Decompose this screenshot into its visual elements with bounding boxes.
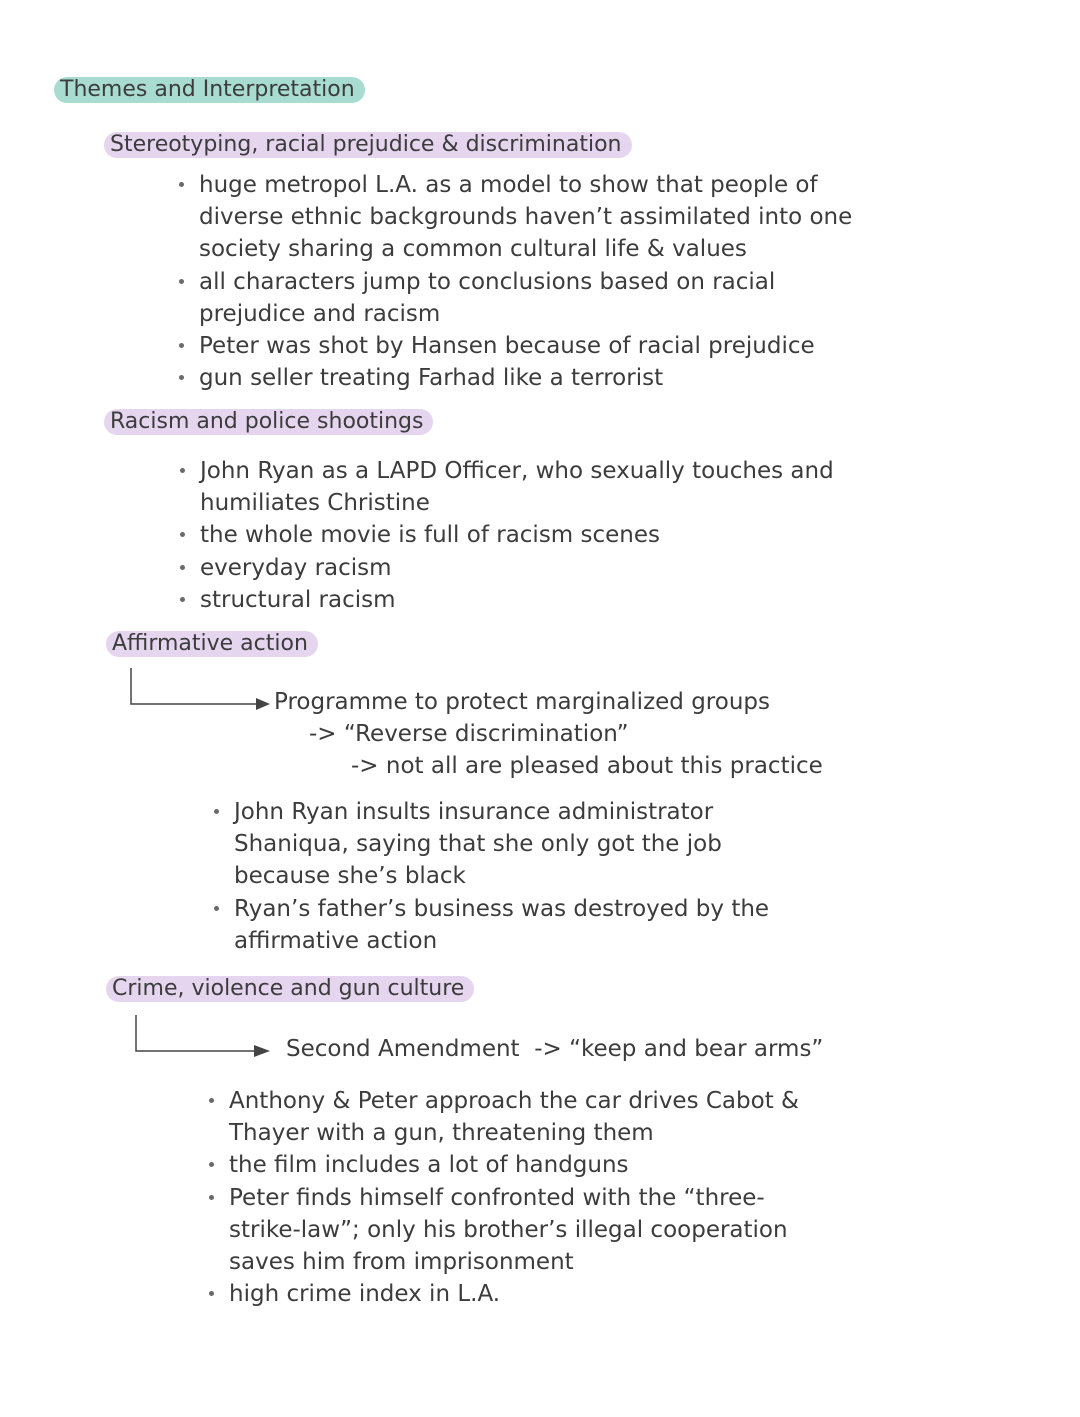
affirmative-bullet-list [214, 796, 814, 957]
affirmative-arrow-text: Programme to protect marginalized groups [274, 689, 770, 715]
page-title: Themes and Interpretation [54, 77, 365, 103]
list-item: Peter was shot by Hansen because of racial prejudice [179, 330, 879, 362]
list-item: John Ryan insults insurance administrator Shaniqua, saying that she only got the job because she’s black [214, 796, 814, 893]
list-item: Anthony & Peter approach the car drives Cabot & Thayer with a gun, threatening them [209, 1085, 829, 1149]
section-heading-racism-police: Racism and police shootings [104, 409, 433, 435]
arrow-connector-icon [134, 1013, 274, 1059]
list-item: gun seller treating Farhad like a terrorist [179, 362, 879, 394]
list-item: Peter finds himself confronted with the “three-strike-law”; only his brother’s illegal cooperation saves him from imprisonment [209, 1182, 829, 1279]
list-item: the film includes a lot of handguns [209, 1149, 829, 1181]
section-heading-crime-violence: Crime, violence and gun culture [106, 976, 474, 1002]
stereotyping-bullet-list [179, 169, 879, 394]
list-item: all characters jump to conclusions based on racial prejudice and racism [179, 266, 879, 330]
list-item: Ryan’s father’s business was destroyed by the affirmative action [214, 893, 814, 957]
crime-bullet-list [209, 1085, 829, 1310]
list-item: everyday racism [180, 552, 860, 584]
gun-culture-arrow-text: Second Amendment -> “keep and bear arms” [286, 1036, 824, 1062]
list-item: high crime index in L.A. [209, 1278, 829, 1310]
section-heading-affirmative-action: Affirmative action [106, 631, 318, 657]
list-item: structural racism [180, 584, 860, 616]
arrow-connector-icon [128, 666, 273, 710]
list-item: John Ryan as a LAPD Officer, who sexually touches and humiliates Christine [180, 455, 860, 519]
affirmative-sub-note-2: -> not all are pleased about this practice [351, 753, 823, 779]
racism-bullet-list [180, 455, 860, 616]
list-item: the whole movie is full of racism scenes [180, 519, 860, 551]
list-item: huge metropol L.A. as a model to show that people of diverse ethnic backgrounds haven’t assimilated into one society sharing a common cultural life & values [179, 169, 879, 266]
section-heading-stereotyping: Stereotyping, racial prejudice & discrimination [104, 132, 632, 158]
affirmative-sub-note-1: -> “Reverse discrimination” [309, 721, 629, 747]
